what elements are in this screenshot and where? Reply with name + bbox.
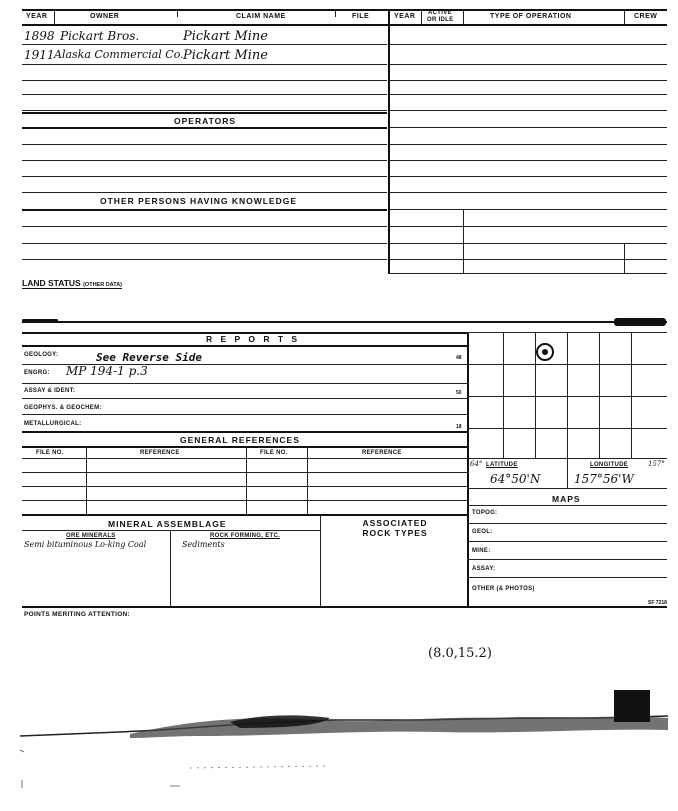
rock-forming-header: ROCK FORMING, ETC.	[210, 533, 281, 539]
rock-types-label: ROCK TYPES	[362, 528, 428, 538]
coordinate-annotation: (8.0,15.2)	[428, 646, 492, 661]
longitude-value: 157°56'W	[574, 472, 634, 486]
reports-title: R E P O R T S	[206, 334, 301, 344]
associated-label: ASSOCIATED	[362, 518, 428, 528]
rock-forming-value: Sediments	[182, 540, 225, 549]
row2-year: 1911	[24, 48, 55, 62]
gr-col-file-no: FILE NO.	[36, 450, 64, 456]
row2-owner: Alaska Commercial Co.	[54, 48, 184, 61]
geophys-label: GEOPHYS. & GEOCHEM:	[24, 405, 102, 411]
assay-map-label: ASSAY:	[472, 566, 496, 572]
lat-prefix: 64°	[470, 460, 483, 468]
geology-value: See Reverse Side	[96, 351, 202, 364]
form-number: SF 7218	[648, 600, 667, 606]
main-divider	[388, 9, 390, 274]
gr-col-file-no-2: FILE NO.	[260, 450, 288, 456]
general-references-title: GENERAL REFERENCES	[180, 435, 300, 445]
row2-claim: Pickart Mine	[183, 48, 268, 63]
geol-label: GEOL:	[472, 529, 493, 535]
latitude-label: LATITUDE	[486, 462, 518, 468]
points-meriting-attention-label: POINTS MERITING ATTENTION:	[24, 611, 131, 618]
metallurgical-label: METALLURGICAL:	[24, 421, 82, 427]
col-header-year-2: YEAR	[394, 13, 416, 20]
row1-owner: Pickart Bros.	[60, 29, 140, 43]
col-header-or-idle: OR IDLE	[427, 17, 454, 23]
col-header-claim-name: CLAIM NAME	[236, 13, 286, 20]
lon-suffix: 157°	[648, 460, 665, 468]
operators-heading: OPERATORS	[174, 116, 237, 126]
geology-label: GEOLOGY:	[24, 352, 59, 358]
other-persons-heading: OTHER PERSONS HAVING KNOWLEDGE	[100, 196, 298, 206]
mine-label: MINE:	[472, 548, 491, 554]
location-marker-icon	[536, 343, 554, 361]
engrg-value: MP 194-1 p.3	[66, 364, 148, 378]
col-header-active: ACTIVE	[428, 10, 452, 16]
assay-ident-label: ASSAY & IDENT:	[24, 388, 76, 394]
longitude-label: LONGITUDE	[590, 462, 629, 468]
land-status-label: LAND STATUS (OTHER DATA)	[22, 278, 122, 288]
col-header-year: YEAR	[26, 13, 48, 20]
other-photos-label: OTHER (& PHOTOS)	[472, 586, 535, 592]
topog-label: TOPOG:	[472, 510, 498, 516]
maps-heading: MAPS	[552, 494, 581, 504]
row1-year: 1898	[24, 29, 55, 43]
header-top-rule	[22, 9, 667, 11]
col-header-crew: CREW	[634, 13, 658, 20]
header-bottom-rule	[22, 24, 667, 26]
engrg-label: ENGRG:	[24, 370, 50, 376]
gr-col-reference-2: REFERENCE	[362, 450, 402, 456]
col-header-type-of-operation: TYPE OF OPERATION	[490, 13, 572, 20]
ore-minerals-value: Semi bituminous Lo-king Coal	[24, 540, 147, 549]
col-header-owner: OWNER	[90, 13, 120, 20]
latitude-value: 64°50'N	[490, 472, 541, 486]
scan-smudge	[0, 680, 678, 800]
gr-col-reference: REFERENCE	[140, 450, 180, 456]
col-header-file: FILE	[352, 13, 370, 20]
ore-minerals-header: ORE MINERALS	[66, 533, 116, 539]
row1-claim: Pickart Mine	[183, 29, 268, 44]
mineral-assemblage-title: MINERAL ASSEMBLAGE	[108, 519, 227, 529]
